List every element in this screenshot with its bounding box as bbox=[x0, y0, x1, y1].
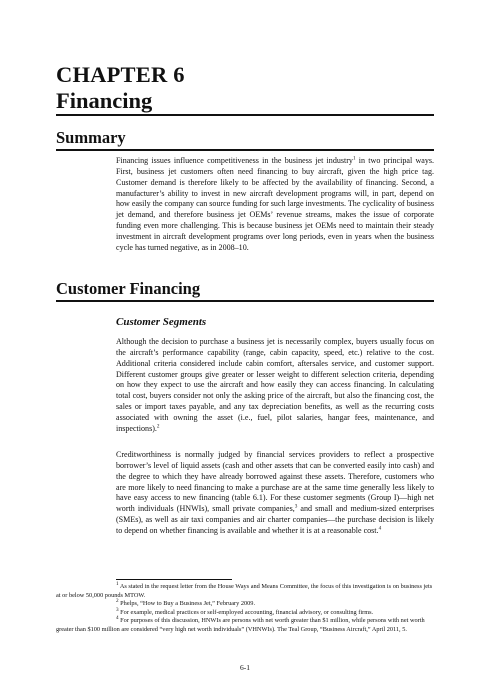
footnote-number: 3 bbox=[116, 606, 119, 613]
footnote-text: Phelps, “How to Buy a Business Jet,” February 2009. bbox=[118, 600, 256, 608]
footnote-ref-4: 4 bbox=[378, 525, 382, 532]
footnote bbox=[56, 580, 434, 600]
footnote bbox=[56, 600, 434, 609]
summary-heading: Summary bbox=[56, 128, 126, 147]
chapter-title: Financing bbox=[56, 88, 153, 113]
customer-financing-heading: Customer Financing bbox=[56, 279, 201, 298]
chapter-rule bbox=[56, 114, 434, 116]
footnote-number: 2 bbox=[116, 598, 119, 605]
segments-paragraph-1 bbox=[116, 337, 434, 435]
footnote-text: For example, medical practices or self-employed accounting, financial advisory, or consulting firms. bbox=[118, 608, 374, 616]
segments-paragraph-2 bbox=[116, 450, 434, 537]
footnote-ref-2: 2 bbox=[156, 423, 160, 430]
paragraph-2-text-b: and small and medium-sized enterprises (SMEs), as well as air taxi companies and air charter companies—the purchase decision is likely to depend on whether financing is available and whether it is at a reasonable cost. bbox=[116, 504, 434, 535]
customer-financing-rule bbox=[56, 300, 434, 302]
footnote-number: 1 bbox=[116, 580, 119, 587]
summary-rule bbox=[56, 149, 434, 151]
footnote bbox=[56, 617, 434, 634]
paragraph-2-text-a: Creditworthiness is normally judged by financial services providers to reflect a prospective borrower’s level of liquid assets (cash and other assets that can be converted easily into cash) and the degree to which they have already borrowed against these assets. Therefore, customers who are more likely to need financing to make a purchase are at the same time generally less likely to have easy access to new financing (table 6.1). For these customer segments (Group I)—high net worth individuals (HNWIs), small private companies, bbox=[116, 450, 434, 514]
customer-segments-subheading: Customer Segments bbox=[116, 316, 207, 328]
page-number: 6-1 bbox=[240, 663, 250, 672]
chapter-label: CHAPTER 6 bbox=[56, 62, 185, 87]
summary-paragraph bbox=[116, 156, 434, 254]
paragraph-1-text: Although the decision to purchase a business jet is necessarily complex, buyers usually focus on the aircraft’s performance capability (range, cabin capacity, speed, etc.) relative to the cost. Additional criteria considered include cabin comfort, aftersales service, and customer support. Different customer groups give greater or lesser weight to different selection criteria, depending on how they expect to use the aircraft and how easily they can access financing. In calculating total cost, buyers consider not only the asking price of the aircraft, but also the financing cost, the sales or import taxes payable, and any tax depreciation benefits, as well as the recurring costs associated with owning the asset (i.e., fuel, pilot salaries, hangar fees, maintenance, and inspections). bbox=[116, 337, 434, 433]
footnotes bbox=[56, 580, 434, 635]
footnote-ref-3: 3 bbox=[294, 503, 298, 510]
summary-text-b: in two principal ways. First, business jet customers often need financing to buy aircraft, given the high price tag. Customer demand is therefore likely to be affected by the availability of financing. Second, a manufacturer’s ability to invest in new aircraft development programs will, in part, depend on how easily the company can source funding for such large investments. The cyclicality of business jet demand, and therefore business jet OEMs’ revenue streams, makes the issue of corporate funding even more challenging. This is because business jet OEMs need to maintain their steady investment in aircraft development programs over long periods, even in years when the business cycle has turned negative, as in 2008–10. bbox=[116, 156, 434, 252]
footnote-ref-1: 1 bbox=[352, 155, 356, 162]
footnote-number: 4 bbox=[116, 615, 119, 622]
footnote-separator bbox=[116, 579, 232, 580]
footnote-text: For purposes of this discussion, HNWIs are persons with net worth greater than $1 million, while persons with net worth greater than $100 million are considered “very high net worth individuals” (VHNWIs). The Teal Group, “Business Aircraft,” April 2011, 5. bbox=[56, 617, 425, 633]
summary-text-a: Financing issues influence competitiveness in the business jet industry bbox=[116, 156, 353, 165]
footnote-text: As stated in the request letter from the House Ways and Means Committee, the focus of this investigation is on business jets at or below 50,000 pounds MTOW. bbox=[56, 583, 433, 599]
